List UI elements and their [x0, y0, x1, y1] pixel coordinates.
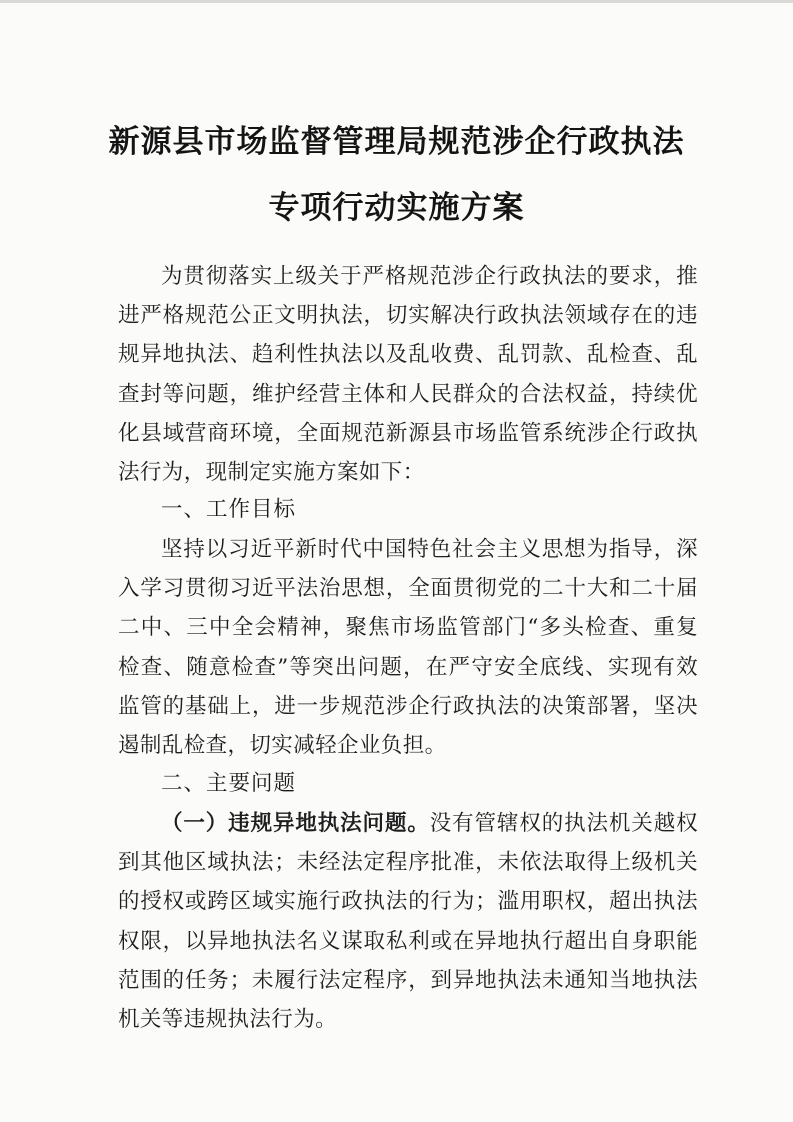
scan-edge: [0, 0, 793, 3]
document-title-line1: 新源县市场监督管理局规范涉企行政执法: [108, 124, 685, 160]
document-title-line2: 专项行动实施方案: [268, 190, 525, 226]
intro-paragraph: 为贯彻落实上级关于严格规范涉企行政执法的要求，推进严格规范公正文明执法，切实解决行政执法领域存在的违规异地执法、趋利性执法以及乱收费、乱罚款、乱检查、乱查封等问题，维护经营主体和人民群众的合法权益，持续优化县域营商环境，全面规范新源县市场监管系统涉企行政执法行为，现制定实施方案如下：: [118, 264, 698, 486]
item1-paragraph: [118, 804, 698, 1039]
section1-heading: 一、工作目标: [161, 497, 297, 522]
section1-paragraph: 坚持以习近平新时代中国特色社会主义思想为指导，深入学习贯彻习近平法治思想，全面贯彻党的二十大和二十届二中、三中全会精神，聚焦市场监管部门“多头检查、重复检查、随意检查”等突出问题，在严守安全底线、实现有效监管的基础上，进一步规范涉企行政执法的决策部署，坚决遏制乱检查，切实减轻企业负担。: [118, 537, 698, 759]
section2-heading: 二、主要问题: [161, 771, 297, 796]
item1-text: 没有管辖权的执法机关越权到其他区域执法；未经法定程序批准，未依法取得上级机关的授权或跨区域实施行政执法的行为；滥用职权，超出执法权限，以异地执法名义谋取私利或在异地执行超出自身职能范围的任务；未履行法定程序，到异地执法未通知当地执法机关等违规执法行为。: [118, 811, 698, 1033]
item1-title: （一）违规异地执法问题。: [161, 811, 430, 836]
